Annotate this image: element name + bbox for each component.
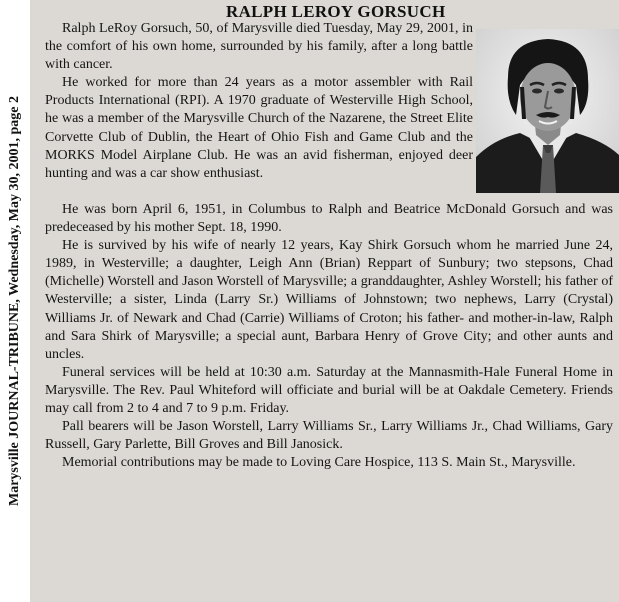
paragraph-survivors: He is survived by his wife of nearly 12 years, Kay Shirk Gorsuch whom he married June 24, 1989, in Westerville; a daughter, Leigh Ann (Brian) Reppart of Sunbury; two stepsons, Chad (Michelle) Worstell and Jason Worstell of Marysville; a granddaughter, Ashley Worstell; his father of Westerville; a sister, Linda (Larry Sr.) Williams of Johnstown; two nephews, Larry (Crystal) Williams Jr. of Newark and Chad (Carrie) Williams of Croton; his father- and mother-in-law, Ralph and Sara Shirk of Marysville; a special aunt, Barbara Henry of Grove City; and other aunts and uncles. [45,238,613,362]
paragraph-pallbearers: Pall bearers will be Jason Worstell, Larry Williams Sr., Larry Williams Jr., Chad Williams, Gary Russell, Gary Parlette, Bill Groves and Bill Janosick. [45,419,613,453]
obituary-title: RALPH LEROY GORSUCH [226,2,446,21]
paragraph-death-notice: Ralph LeRoy Gorsuch, 50, of Marysville died Tuesday, May 29, 2001, in the comfort of his own home, surrounded by his family, after a long battle with cancer. [45,21,473,73]
source-caption: Marysville JOURNAL-TRIBUNE, Wednesday, May 30, 2001, page 2 [7,95,22,507]
obituary-text-lower [45,201,613,472]
paragraph-career: He worked for more than 24 years as a motor assembler with Rail Products International (RPI). A 1970 graduate of Westerville High School, he was a member of the Marysville Church of the Nazarene, the Street Elite Corvette Club of Dublin, the Heart of Ohio Fish and Game Club and the MORKS Model Airplane Club. He was an avid fisherman, enjoyed deer hunting and was a car show enthusiast. [45,75,473,181]
paragraph-memorials: Memorial contributions may be made to Loving Care Hospice, 113 S. Main St., Marysville. [62,455,576,471]
paragraph-birth: He was born April 6, 1951, in Columbus to Ralph and Beatrice McDonald Gorsuch and was predeceased by his mother Sept. 18, 1990. [45,202,613,236]
obituary-text-upper [45,20,473,183]
source-sidebar [0,0,30,602]
portrait-photo [476,29,619,193]
paragraph-services: Funeral services will be held at 10:30 a.m. Saturday at the Mannasmith-Hale Funeral Home in Marysville. The Rev. Paul Whiteford will officiate and burial will be at Oakdale Cemetery. Friends may call from 2 to 4 and 7 to 9 p.m. Friday. [45,364,613,417]
